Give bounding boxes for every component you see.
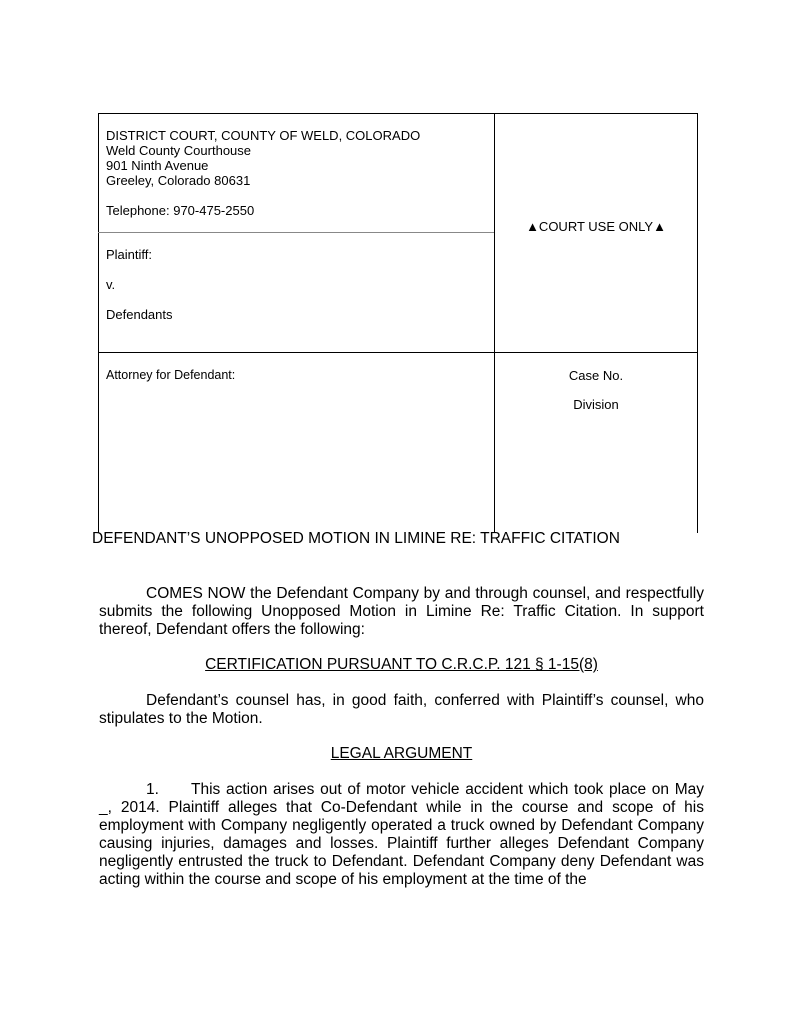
parties-block — [106, 247, 173, 322]
street-address: 901 Ninth Avenue — [106, 158, 209, 173]
courthouse-name: Weld County Courthouse — [106, 143, 252, 158]
certification-heading: CERTIFICATION PURSUANT TO C.R.C.P. 121 § 1-15(8) — [205, 656, 598, 673]
legal-argument-heading: LEGAL ARGUMENT — [330, 745, 473, 762]
table-row-divider-plaintiff — [98, 232, 494, 233]
table-border-left — [98, 113, 99, 533]
court-address-block — [106, 128, 420, 218]
plaintiff-label: Plaintiff: — [106, 247, 153, 262]
table-border-top — [98, 113, 698, 114]
certification-paragraph: Defendant’s counsel has, in good faith, conferred with Plaintiff’s counsel, who stipulates to the Motion. — [99, 692, 704, 727]
case-info-block — [494, 368, 698, 426]
defendants-label: Defendants — [106, 307, 173, 322]
versus-label: v. — [106, 277, 116, 292]
intro-paragraph: COMES NOW the Defendant Company by and through counsel, and respectfully submits the following Unopposed Motion in Limine Re: Traffic Citation. In support thereof, Defendant offers the following: — [99, 585, 704, 638]
city-state-zip: Greeley, Colorado 80631 — [106, 173, 251, 188]
court-use-only-label: ▲COURT USE ONLY▲ — [526, 219, 666, 234]
paragraph-number: 1. — [146, 781, 159, 798]
telephone: Telephone: 970-475-2550 — [106, 203, 255, 218]
division-label: Division — [573, 397, 619, 412]
table-column-divider — [494, 113, 495, 533]
numbered-paragraph-1 — [99, 781, 704, 889]
case-number-label: Case No. — [568, 368, 624, 383]
motion-title: DEFENDANT’S UNOPPOSED MOTION IN LIMINE RE: TRAFFIC CITATION — [92, 530, 620, 547]
table-border-right — [697, 113, 698, 533]
paragraph-text: This action arises out of motor vehicle accident which took place on May _, 2014. Plaintiff alleges that Co-Defendant while in the course and scope of his employment with Company negligently operated a truck owned by Defendant Company causing injuries, damages and losses. Plaintiff further alleges Defendant Company negligently entrusted the truck to Defendant. Defendant Company deny Defendant was acting within the course and scope of his employment at the time of the — [99, 781, 704, 888]
court-name: DISTRICT COURT, COUNTY OF WELD, COLORADO — [106, 128, 421, 143]
case-caption-table — [98, 113, 698, 533]
attorney-label: Attorney for Defendant: — [106, 368, 236, 382]
table-row-divider-attorney — [98, 352, 698, 353]
